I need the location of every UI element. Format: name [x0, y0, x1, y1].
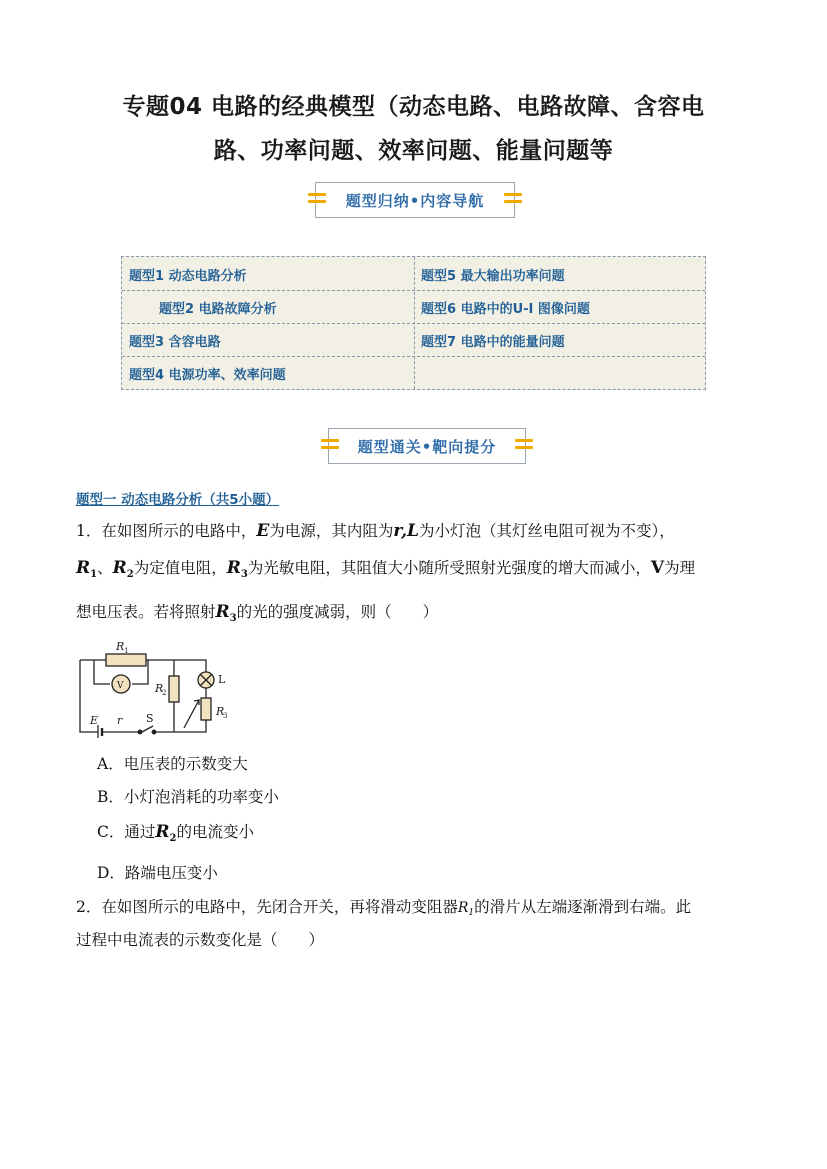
subscript: 3	[229, 613, 237, 624]
symbol-r: R	[155, 822, 170, 842]
subscript: 1	[90, 569, 98, 580]
question-2-line-1	[76, 895, 691, 918]
question-text: 1．在如图所示的电路中，	[76, 522, 257, 540]
banner-decoration-left	[321, 439, 339, 453]
nav-link-topic-4[interactable]: 题型4 电源功率、效率问题	[129, 368, 286, 383]
table-divider	[122, 290, 705, 291]
label-r3: R	[216, 705, 225, 718]
subscript: 1	[468, 908, 475, 918]
label-internal-resistance: r	[117, 714, 123, 727]
banner-navigation-label: 题型归纳•内容导航	[345, 191, 485, 210]
symbol-r-l: r,L	[393, 521, 419, 541]
label-lamp: L	[218, 673, 226, 686]
question-text: 的滑片从左端逐渐滑到右端。此	[474, 898, 692, 916]
circuit-diagram	[76, 636, 248, 738]
symbol-r: R	[457, 900, 469, 916]
nav-link-topic-2[interactable]: 题型2 电路故障分析	[159, 302, 277, 317]
question-text: 、	[97, 559, 113, 577]
banner-practice	[328, 428, 526, 464]
question-text: 2．在如图所示的电路中，先闭合开关，再将滑动变阻器	[76, 898, 458, 916]
question-1-line-2	[76, 556, 695, 580]
nav-link-topic-5[interactable]: 题型5 最大输出功率问题	[421, 269, 565, 284]
banner-decoration-right	[515, 439, 533, 453]
subscript: 3	[240, 569, 248, 580]
page-title-line-2: 路、功率问题、效率问题、能量问题等	[213, 138, 614, 164]
question-text: 为电源，其内阻为	[269, 522, 394, 540]
banner-navigation	[315, 182, 515, 218]
question-2-line-2: 过程中电流表的示数变化是（ ）	[76, 931, 325, 949]
subscript: 2	[126, 569, 134, 580]
symbol-v: V	[650, 558, 665, 578]
symbol-e: E	[256, 521, 270, 541]
nav-link-topic-6[interactable]: 题型6 电路中的U-I 图像问题	[421, 302, 590, 317]
label-r3-sub: 3	[223, 712, 228, 720]
label-r2-sub: 2	[162, 689, 167, 697]
page-title-line-1: 专题04 电路的经典模型（动态电路、电路故障、含容电	[122, 94, 705, 120]
label-r1: R	[116, 640, 125, 653]
question-text: 的光的强度减弱，则（ ）	[236, 603, 439, 621]
option-text: 的电流变小	[176, 823, 254, 841]
nav-link-topic-3[interactable]: 题型3 含容电路	[129, 335, 221, 350]
label-r1-sub: 1	[124, 647, 129, 655]
symbol-r: R	[226, 558, 241, 578]
question-1-line-3	[76, 600, 438, 624]
question-text: 为光敏电阻，其阻值大小随所受照射光强度的增大而减小，	[247, 559, 651, 577]
banner-decoration-right	[504, 193, 522, 207]
topic-navigation-table	[121, 256, 706, 390]
label-voltmeter: V	[117, 681, 124, 691]
table-divider	[122, 323, 705, 324]
label-switch: S	[146, 712, 154, 725]
question-1-line-1	[76, 519, 675, 541]
question-text: 为定值电阻，	[133, 559, 227, 577]
symbol-r: R	[112, 558, 127, 578]
symbol-r: R	[215, 602, 230, 622]
subscript: 2	[169, 833, 177, 844]
option-b[interactable]: B．小灯泡消耗的功率变小	[97, 788, 279, 806]
question-text: 为理	[664, 559, 696, 577]
symbol-r: R	[76, 558, 91, 578]
section-heading-type-1[interactable]: 题型一 动态电路分析（共5小题）	[76, 492, 280, 508]
label-emf: E	[90, 714, 99, 727]
question-text: 想电压表。若将照射	[76, 603, 216, 621]
nav-link-topic-7[interactable]: 题型7 电路中的能量问题	[421, 335, 565, 350]
question-text: 为小灯泡（其灯丝电阻可视为不变），	[418, 522, 675, 540]
option-c[interactable]	[97, 820, 254, 844]
option-text: C．通过	[97, 823, 156, 841]
option-d[interactable]: D．路端电压变小	[97, 864, 218, 882]
banner-decoration-left	[308, 193, 326, 207]
nav-link-topic-1[interactable]: 题型1 动态电路分析	[129, 269, 247, 284]
banner-practice-label: 题型通关•靶向提分	[357, 437, 497, 456]
label-r2: R	[155, 682, 164, 695]
table-divider	[122, 356, 705, 357]
option-a[interactable]: A．电压表的示数变大	[97, 755, 248, 773]
